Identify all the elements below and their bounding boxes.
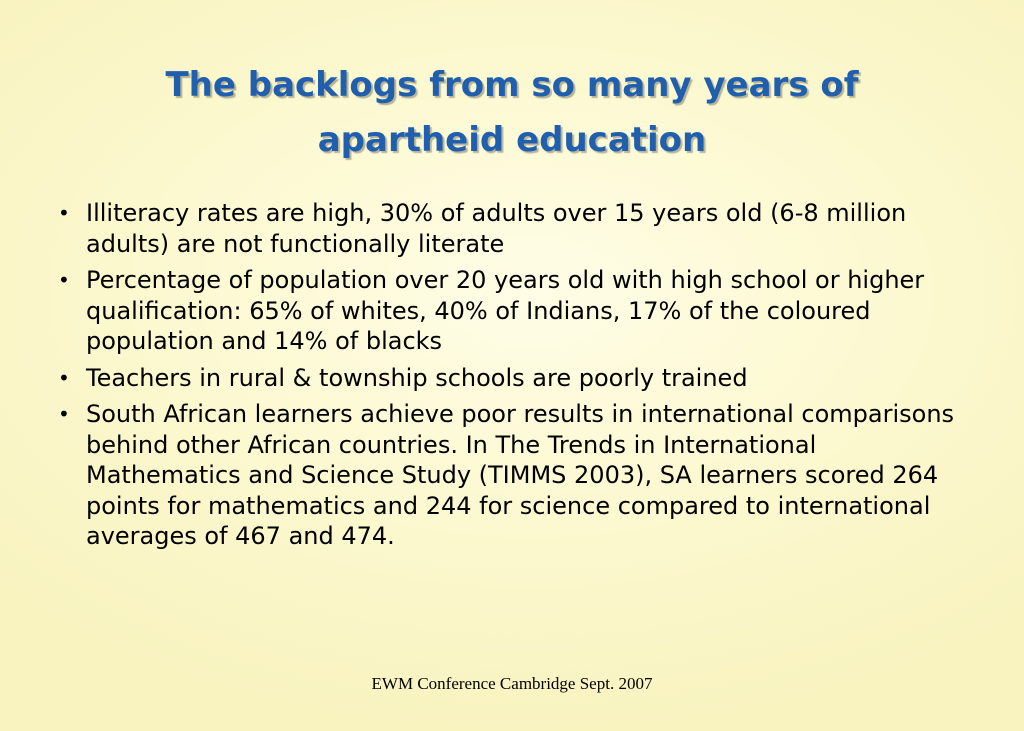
- bullet-item-qualification: [58, 265, 968, 357]
- bullet-icon: •: [58, 365, 70, 390]
- bullet-text: South African learners achieve poor results in international comparisons behind other African countries. In The Trends in International Mathematics and Science Study (TIMMS 2003), SA learners scored 264 points for mathematics and 244 for science compared to international averages of 467 and 474.: [86, 400, 955, 550]
- bullet-text: Percentage of population over 20 years old with high school or higher qualification: 65% of whites, 40% of Indians, 17% of the coloured population and 14% of blacks: [86, 266, 925, 355]
- slide-title-line-1: The backlogs from so many years of: [165, 65, 859, 105]
- bullet-text: Illiteracy rates are high, 30% of adults over 15 years old (6-8 million adults) are not functionally literate: [86, 199, 907, 258]
- bullet-text: Teachers in rural & township schools are poorly trained: [86, 363, 748, 392]
- slide-footer: EWM Conference Cambridge Sept. 2007: [371, 674, 653, 693]
- bullet-icon: •: [58, 268, 70, 292]
- bullet-icon: •: [58, 402, 70, 426]
- bullet-list: [58, 198, 968, 558]
- slide-title-line-2: apartheid education: [317, 120, 707, 160]
- bullet-item-illiteracy: [58, 198, 968, 259]
- bullet-item-teachers: [58, 363, 968, 394]
- slide-title: [60, 58, 964, 168]
- bullet-icon: •: [58, 201, 70, 225]
- bullet-item-results: [58, 399, 968, 552]
